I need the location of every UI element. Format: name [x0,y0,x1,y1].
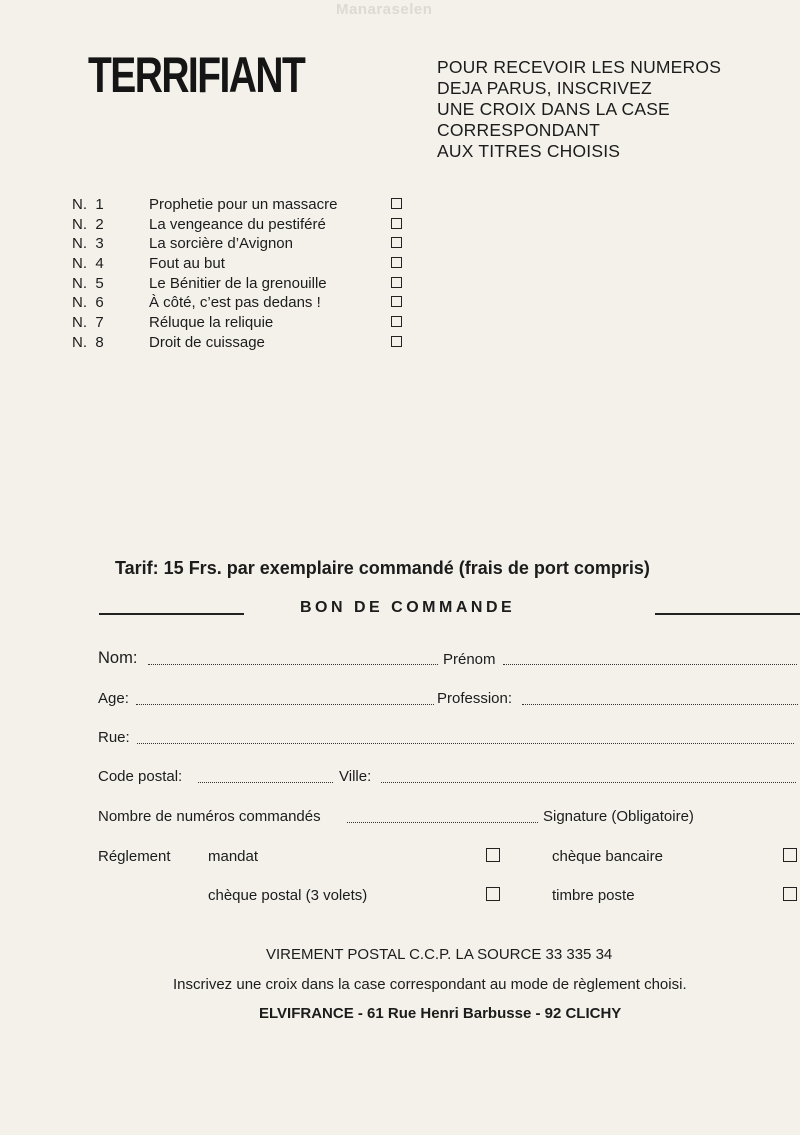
issue-title: La sorcière d’Avignon [149,235,293,253]
issue-number: N. 4 [72,255,104,273]
virement-line: VIREMENT POSTAL C.C.P. LA SOURCE 33 335 34 [266,946,613,963]
issue-number: N. 5 [72,274,104,292]
issue-number: N. 3 [72,235,104,253]
profession-label: Profession: [437,690,513,707]
age-field[interactable] [136,704,434,705]
nom-label: Nom: [98,649,138,667]
ville-field[interactable] [381,782,796,783]
issue-title: À côté, c’est pas dedans ! [149,294,321,312]
issue-checkbox[interactable] [391,296,402,307]
signature-label: Signature (Obligatoire) [543,808,694,825]
mandat-label: mandat [208,848,259,865]
payment-instruction: Inscrivez une croix dans la case correspondant au mode de règlement choisi. [173,976,687,993]
issue-number: N. 2 [72,215,104,233]
cheque-bancaire-checkbox[interactable] [783,848,797,862]
issue-checkbox[interactable] [391,237,402,248]
reglement-label: Réglement [98,848,171,865]
mandat-checkbox[interactable] [486,848,500,862]
nombre-label: Nombre de numéros commandés [98,808,321,825]
intro-line: UNE CROIX DANS LA CASE [437,99,670,119]
publisher-address: ELVIFRANCE - 61 Rue Henri Barbusse - 92 CLICHY [259,1005,622,1022]
issue-title: Fout au but [149,255,225,273]
watermark: Manaraselen [336,1,433,18]
nom-field[interactable] [148,664,438,665]
issue-number: N. 7 [72,314,104,332]
intro-line: AUX TITRES CHOISIS [437,141,621,161]
profession-field[interactable] [522,704,798,705]
intro-line: DEJA PARUS, INSCRIVEZ [437,78,652,98]
cheque-bancaire-label: chèque bancaire [552,848,663,865]
cheque-postal-label: chèque postal (3 volets) [208,887,368,904]
issue-checkbox[interactable] [391,198,402,209]
issue-checkbox[interactable] [391,336,402,347]
divider-left [99,613,244,615]
issue-title: Prophetie pour un massacre [149,196,338,213]
rue-label: Rue: [98,729,130,746]
nombre-field[interactable] [347,822,538,823]
issue-title: Le Bénitier de la grenouille [149,274,327,292]
issue-checkbox[interactable] [391,257,402,268]
timbre-poste-label: timbre poste [552,887,635,904]
intro-text [437,57,721,162]
issue-number: N. 1 [72,196,104,213]
rue-field[interactable] [137,743,794,744]
issue-checkbox[interactable] [391,218,402,229]
ville-label: Ville: [339,768,372,785]
order-form-title: BON DE COMMANDE [300,599,516,616]
intro-line: POUR RECEVOIR LES NUMEROS [437,57,722,77]
cheque-postal-checkbox[interactable] [486,887,500,901]
issue-title: La vengeance du pestiféré [149,215,326,233]
code-postal-label: Code postal: [98,768,183,785]
magazine-logo: TERRIFIANT [88,47,305,103]
issue-checkbox[interactable] [391,316,402,327]
issue-number: N. 8 [72,333,104,351]
issue-title: Droit de cuissage [149,333,265,351]
age-label: Age: [98,690,129,707]
issue-title: Réluque la reliquie [149,314,274,332]
issue-checkbox[interactable] [391,277,402,288]
intro-line: CORRESPONDANT [437,120,601,140]
prenom-label: Prénom [443,651,496,668]
price-line: Tarif: 15 Frs. par exemplaire commandé (frais de port compris) [115,558,650,578]
code-postal-field[interactable] [198,782,333,783]
issue-number: N. 6 [72,294,104,312]
divider-right [655,613,800,615]
prenom-field[interactable] [503,664,797,665]
timbre-poste-checkbox[interactable] [783,887,797,901]
